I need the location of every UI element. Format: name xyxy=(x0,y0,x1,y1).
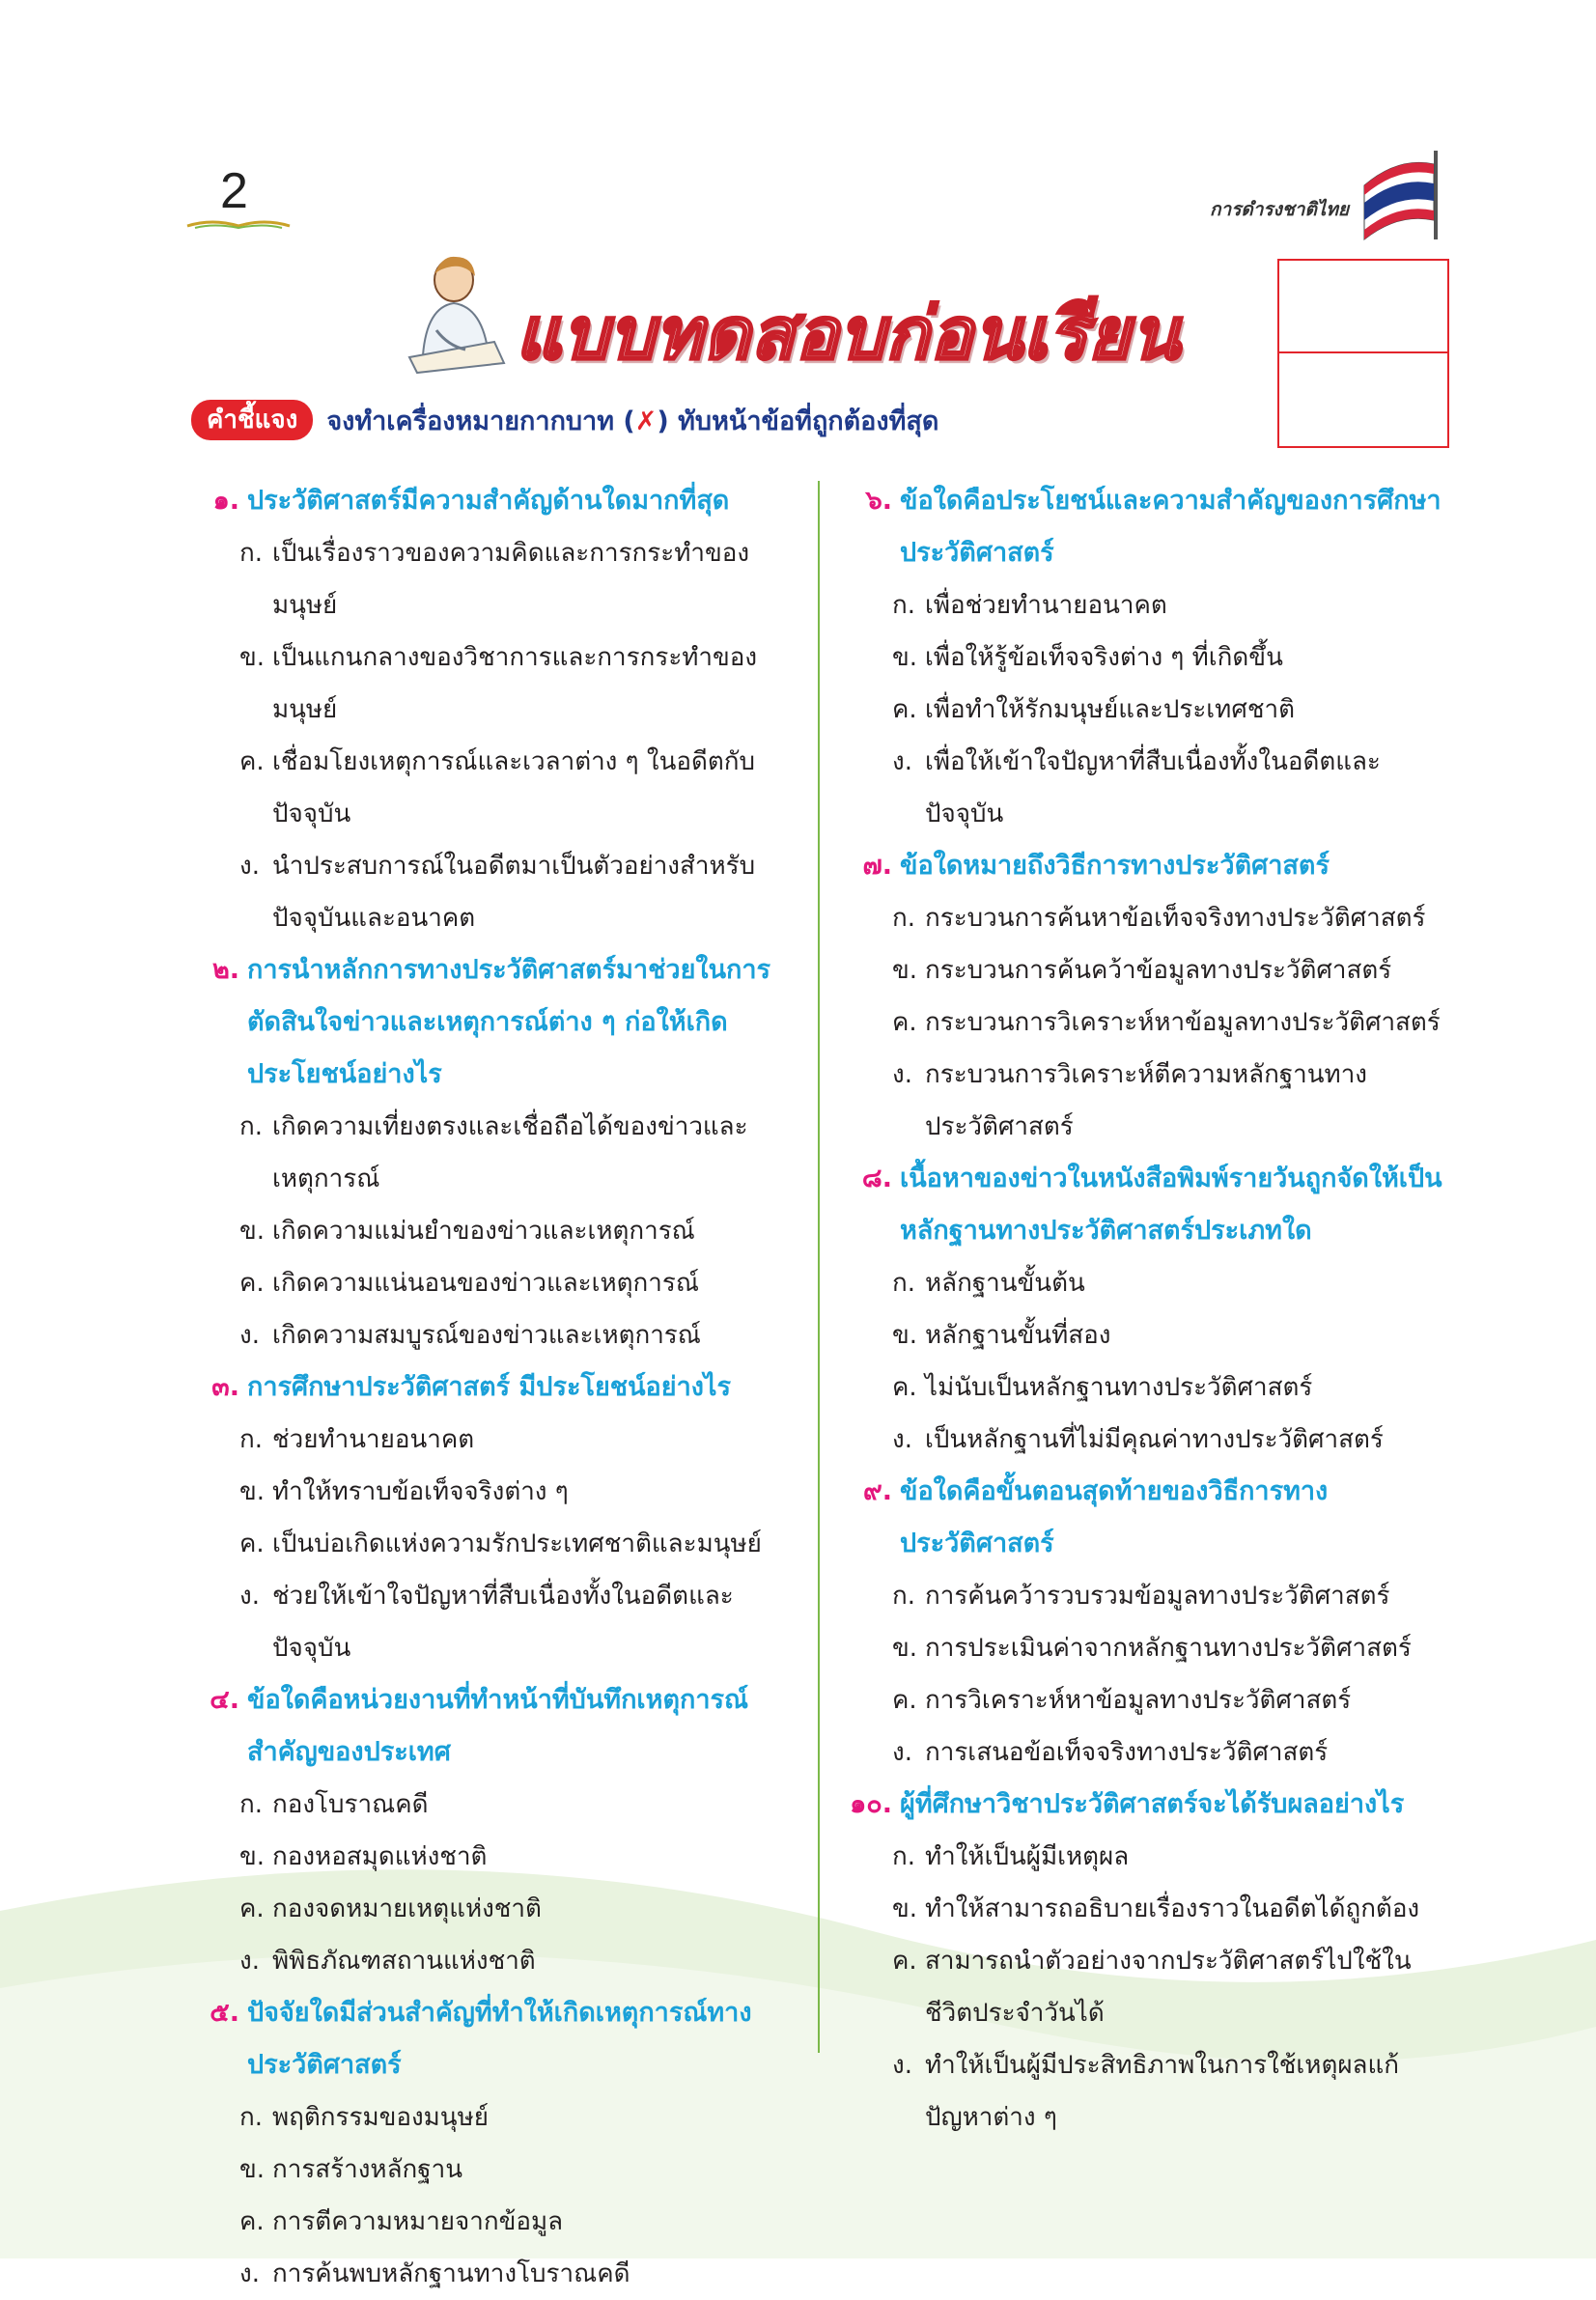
choice-letter: ก. xyxy=(239,1790,264,1819)
choice-letter: ค. xyxy=(239,1269,265,1298)
choice-text: เชื่อมโยงเหตุการณ์และเวลาต่าง ๆ ในอดีตกับปัจจุบัน xyxy=(272,747,755,828)
choice-letter: ค. xyxy=(892,1373,917,1402)
choice-text: ทำให้เป็นผู้มีเหตุผล xyxy=(925,1842,1130,1871)
choice-text: กระบวนการวิเคราะห์หาข้อมูลทางประวัติศาสตร์ xyxy=(925,1008,1441,1037)
question-text: ผู้ที่ศึกษาวิชาประวัติศาสตร์จะได้รับผลอย่างไร xyxy=(900,1789,1405,1819)
choice-text: กองจดหมายเหตุแห่งชาติ xyxy=(272,1894,542,1923)
choice-text: หลักฐานขั้นต้น xyxy=(925,1269,1085,1298)
answer-choice[interactable] xyxy=(846,631,1454,684)
choice-letter: ข. xyxy=(239,2155,266,2184)
question-number: ๒. xyxy=(211,955,239,985)
choice-letter: ง. xyxy=(892,1060,912,1089)
choice-letter: ก. xyxy=(239,2103,264,2132)
choice-letter: ง. xyxy=(239,852,260,881)
question-number: ๑๐. xyxy=(850,1789,892,1819)
question-header xyxy=(846,1466,1454,1570)
choice-text: การเสนอข้อเท็จจริงทางประวัติศาสตร์ xyxy=(925,1738,1329,1767)
question-item xyxy=(846,1779,1454,2144)
choice-text: หลักฐานขั้นที่สอง xyxy=(925,1321,1111,1350)
questions-right-column xyxy=(846,475,1454,2144)
answer-choice[interactable] xyxy=(846,1361,1454,1414)
choice-letter: ก. xyxy=(892,1582,916,1611)
question-header xyxy=(846,475,1454,579)
choice-text: การค้นคว้ารวบรวมข้อมูลทางประวัติศาสตร์ xyxy=(925,1582,1390,1611)
answer-choice[interactable] xyxy=(846,1831,1454,1883)
choice-letter: ง. xyxy=(892,2051,912,2080)
student-writing-illustration-icon xyxy=(394,249,510,375)
choice-letter: ง. xyxy=(239,1321,260,1350)
question-number: ๑. xyxy=(212,486,239,516)
answer-choice[interactable] xyxy=(846,1883,1454,1935)
question-item xyxy=(193,1674,801,1987)
choice-letter: ข. xyxy=(892,1894,918,1923)
choice-letter: ข. xyxy=(892,643,918,672)
choice-text: ทำให้ทราบข้อเท็จจริงต่าง ๆ xyxy=(272,1477,569,1506)
answer-choice[interactable] xyxy=(846,944,1454,996)
answer-choice[interactable] xyxy=(846,1935,1454,2039)
choice-text: เกิดความแน่นอนของข่าวและเหตุการณ์ xyxy=(272,1269,699,1298)
instruction-row xyxy=(191,398,938,442)
question-number: ๙. xyxy=(862,1476,892,1506)
answer-choice[interactable] xyxy=(193,1518,801,1570)
choice-letter: ค. xyxy=(892,695,917,724)
question-text: ข้อใดคือหน่วยงานที่ทำหน้าที่บันทึกเหตุการณ์สำคัญของประเทศ xyxy=(247,1685,749,1767)
page-number-ornament-icon xyxy=(185,216,292,232)
choice-letter: ค. xyxy=(239,1529,265,1558)
answer-choice[interactable] xyxy=(193,527,801,631)
choice-text: การประเมินค่าจากหลักฐานทางประวัติศาสตร์ xyxy=(925,1634,1412,1663)
question-number: ๖. xyxy=(865,486,892,516)
choice-letter: ก. xyxy=(239,1425,264,1454)
question-text: ข้อใดหมายถึงวิธีการทางประวัติศาสตร์ xyxy=(900,851,1330,881)
answer-choice[interactable] xyxy=(193,1205,801,1257)
answer-choice[interactable] xyxy=(846,996,1454,1049)
answer-choice[interactable] xyxy=(193,1779,801,1831)
question-text: ข้อใดคือขั้นตอนสุดท้ายของวิธีการทางประวัติศาสตร์ xyxy=(900,1476,1329,1558)
choice-text: กองโบราณคดี xyxy=(272,1790,429,1819)
choice-text: กองหอสมุดแห่งชาติ xyxy=(272,1842,488,1871)
answer-choice[interactable] xyxy=(193,1570,801,1674)
question-header xyxy=(846,1779,1454,1831)
answer-choice[interactable] xyxy=(193,840,801,944)
question-header xyxy=(193,475,801,527)
instruction-text-after: ) ทับหน้าข้อที่ถูกต้องที่สุด xyxy=(657,406,939,436)
choice-text: การค้นพบหลักฐานทางโบราณคดี xyxy=(272,2259,630,2288)
choice-text: เกิดความสมบูรณ์ของข่าวและเหตุการณ์ xyxy=(272,1321,701,1350)
question-item xyxy=(193,944,801,1361)
answer-choice[interactable] xyxy=(193,2248,801,2300)
choice-text: เพื่อช่วยทำนายอนาคต xyxy=(925,591,1167,620)
chapter-header-label: การดำรงชาติไทย xyxy=(1210,199,1349,220)
answer-choice[interactable] xyxy=(846,1049,1454,1153)
answer-choice[interactable] xyxy=(846,1257,1454,1309)
question-number: ๕. xyxy=(210,1998,239,2028)
answer-choice[interactable] xyxy=(193,2091,801,2144)
answer-choice[interactable] xyxy=(193,1935,801,1987)
page-number: 2 xyxy=(220,163,248,219)
choice-letter: ง. xyxy=(892,1425,912,1454)
choice-letter: ง. xyxy=(892,747,912,776)
choice-text: เป็นบ่อเกิดแห่งความรักประเทศชาติและมนุษย์ xyxy=(272,1529,762,1558)
question-header xyxy=(846,840,1454,892)
choice-text: พิพิธภัณฑสถานแห่งชาติ xyxy=(272,1947,536,1976)
choice-letter: ข. xyxy=(892,956,918,985)
question-header xyxy=(193,1361,801,1414)
answer-choice[interactable] xyxy=(846,579,1454,631)
choice-text: เป็นแกนกลางของวิชาการและการกระทำของมนุษย์ xyxy=(272,643,758,724)
answer-choice[interactable] xyxy=(846,736,1454,840)
answer-choice[interactable] xyxy=(846,2039,1454,2144)
answer-choice[interactable] xyxy=(846,892,1454,944)
choice-letter: ข. xyxy=(239,1477,266,1506)
cross-mark-icon: ✗ xyxy=(634,406,658,436)
question-text: การศึกษาประวัติศาสตร์ มีประโยชน์อย่างไร xyxy=(247,1372,732,1402)
instruction-badge: คำชี้แจง xyxy=(191,400,313,440)
question-item xyxy=(846,475,1454,840)
answer-choice[interactable] xyxy=(193,1414,801,1466)
answer-choice[interactable] xyxy=(193,631,801,736)
question-number: ๘. xyxy=(861,1164,892,1193)
answer-choice[interactable] xyxy=(193,1101,801,1205)
choice-letter: ค. xyxy=(892,1686,917,1715)
question-text: การนำหลักการทางประวัติศาสตร์มาช่วยในการตัดสินใจข่าวและเหตุการณ์ต่าง ๆ ก่อให้เกิดประโยชน์อย่างไร xyxy=(247,955,771,1089)
choice-text: เพื่อให้เข้าใจปัญหาที่สืบเนื่องทั้งในอดีตและปัจจุบัน xyxy=(925,747,1381,828)
question-text: ปัจจัยใดมีส่วนสำคัญที่ทำให้เกิดเหตุการณ์ทางประวัติศาสตร์ xyxy=(247,1998,752,2080)
choice-text: นำประสบการณ์ในอดีตมาเป็นตัวอย่างสำหรับปัจจุบันและอนาคต xyxy=(272,852,756,933)
answer-choice[interactable] xyxy=(846,1570,1454,1622)
choice-letter: ค. xyxy=(892,1008,917,1037)
answer-choice[interactable] xyxy=(193,1831,801,1883)
choice-letter: ง. xyxy=(239,2259,260,2288)
choice-letter: ง. xyxy=(239,1947,260,1976)
choice-letter: ก. xyxy=(239,1112,264,1141)
choice-letter: ข. xyxy=(892,1321,918,1350)
choice-text: ทำให้เป็นผู้มีประสิทธิภาพในการใช้เหตุผลแก้ปัญหาต่าง ๆ xyxy=(925,2051,1399,2132)
answer-choice[interactable] xyxy=(846,1414,1454,1466)
page-title: แบบทดสอบก่อนเรียน xyxy=(516,293,1181,376)
choice-text: เป็นหลักฐานที่ไม่มีคุณค่าทางประวัติศาสตร์ xyxy=(925,1425,1384,1454)
question-text: ข้อใดคือประโยชน์และความสำคัญของการศึกษาประวัติศาสตร์ xyxy=(900,486,1442,568)
question-text: เนื้อหาของข่าวในหนังสือพิมพ์รายวันถูกจัดให้เป็นหลักฐานทางประวัติศาสตร์ประเภทใด xyxy=(900,1164,1442,1246)
answer-choice[interactable] xyxy=(193,1883,801,1935)
choice-text: สามารถนำตัวอย่างจากประวัติศาสตร์ไปใช้ในชีวิตประจำวันได้ xyxy=(925,1947,1412,2028)
question-header xyxy=(846,1153,1454,1257)
question-number: ๗. xyxy=(862,851,892,881)
question-number: ๔. xyxy=(210,1685,239,1715)
column-divider xyxy=(818,481,820,2053)
score-box[interactable] xyxy=(1277,259,1449,448)
question-item xyxy=(846,1466,1454,1779)
answer-choice[interactable] xyxy=(846,684,1454,736)
choice-letter: ง. xyxy=(239,1582,260,1611)
choice-letter: ค. xyxy=(239,747,265,776)
question-item xyxy=(846,1153,1454,1466)
choice-letter: ข. xyxy=(239,1217,266,1246)
thai-flag-icon xyxy=(1355,147,1443,241)
question-text: ประวัติศาสตร์มีความสำคัญด้านใดมากที่สุด xyxy=(247,486,730,516)
choice-text: กระบวนการค้นคว้าข้อมูลทางประวัติศาสตร์ xyxy=(925,956,1392,985)
question-item xyxy=(193,1987,801,2300)
question-item xyxy=(193,1361,801,1674)
answer-choice[interactable] xyxy=(193,1309,801,1361)
score-box-divider xyxy=(1279,351,1447,353)
choice-letter: ง. xyxy=(892,1738,912,1767)
choice-letter: ค. xyxy=(239,1894,265,1923)
instruction-text-before: จงทำเครื่องหมายกากบาท ( xyxy=(326,406,635,436)
question-header xyxy=(193,1987,801,2091)
answer-choice[interactable] xyxy=(193,736,801,840)
choice-letter: ข. xyxy=(239,643,266,672)
choice-letter: ข. xyxy=(239,1842,266,1871)
answer-choice[interactable] xyxy=(846,1622,1454,1674)
answer-choice[interactable] xyxy=(193,2144,801,2196)
choice-text: เป็นเรื่องราวของความคิดและการกระทำของมนุษย์ xyxy=(272,539,750,620)
choice-text: การสร้างหลักฐาน xyxy=(272,2155,462,2184)
questions-left-column xyxy=(193,475,801,2300)
choice-text: การตีความหมายจากข้อมูล xyxy=(272,2207,564,2236)
question-header xyxy=(193,944,801,1101)
answer-choice[interactable] xyxy=(193,2196,801,2248)
question-number: ๓. xyxy=(211,1372,239,1402)
answer-choice[interactable] xyxy=(193,1466,801,1518)
choice-text: ช่วยให้เข้าใจปัญหาที่สืบเนื่องทั้งในอดีตและปัจจุบัน xyxy=(272,1582,734,1663)
choice-text: เกิดความเที่ยงตรงและเชื่อถือได้ของข่าวและเหตุการณ์ xyxy=(272,1112,748,1193)
choice-text: ช่วยทำนายอนาคต xyxy=(272,1425,475,1454)
question-item xyxy=(193,475,801,944)
question-item xyxy=(846,840,1454,1153)
choice-text: การวิเคราะห์หาข้อมูลทางประวัติศาสตร์ xyxy=(925,1686,1352,1715)
choice-text: เพื่อให้รู้ข้อเท็จจริงต่าง ๆ ที่เกิดขึ้น xyxy=(925,643,1283,672)
choice-letter: ก. xyxy=(892,1842,916,1871)
choice-text: ทำให้สามารถอธิบายเรื่องราวในอดีตได้ถูกต้อง xyxy=(925,1894,1420,1923)
question-header xyxy=(193,1674,801,1779)
choice-text: เพื่อทำให้รักมนุษย์และประเทศชาติ xyxy=(925,695,1295,724)
choice-letter: ก. xyxy=(892,1269,916,1298)
choice-text: กระบวนการค้นหาข้อเท็จจริงทางประวัติศาสตร์ xyxy=(925,904,1426,933)
choice-text: เกิดความแม่นยำของข่าวและเหตุการณ์ xyxy=(272,1217,695,1246)
choice-text: กระบวนการวิเคราะห์ตีความหลักฐานทางประวัติศาสตร์ xyxy=(925,1060,1367,1141)
choice-letter: ก. xyxy=(892,904,916,933)
choice-text: ไม่นับเป็นหลักฐานทางประวัติศาสตร์ xyxy=(925,1373,1313,1402)
answer-choice[interactable] xyxy=(193,1257,801,1309)
instruction-text xyxy=(326,400,938,441)
choice-text: พฤติกรรมของมนุษย์ xyxy=(272,2103,489,2132)
choice-letter: ค. xyxy=(239,2207,265,2236)
answer-choice[interactable] xyxy=(846,1726,1454,1779)
answer-choice[interactable] xyxy=(846,1674,1454,1726)
choice-letter: ก. xyxy=(892,591,916,620)
answer-choice[interactable] xyxy=(846,1309,1454,1361)
choice-letter: ค. xyxy=(892,1947,917,1976)
choice-letter: ข. xyxy=(892,1634,918,1663)
choice-letter: ก. xyxy=(239,539,264,568)
